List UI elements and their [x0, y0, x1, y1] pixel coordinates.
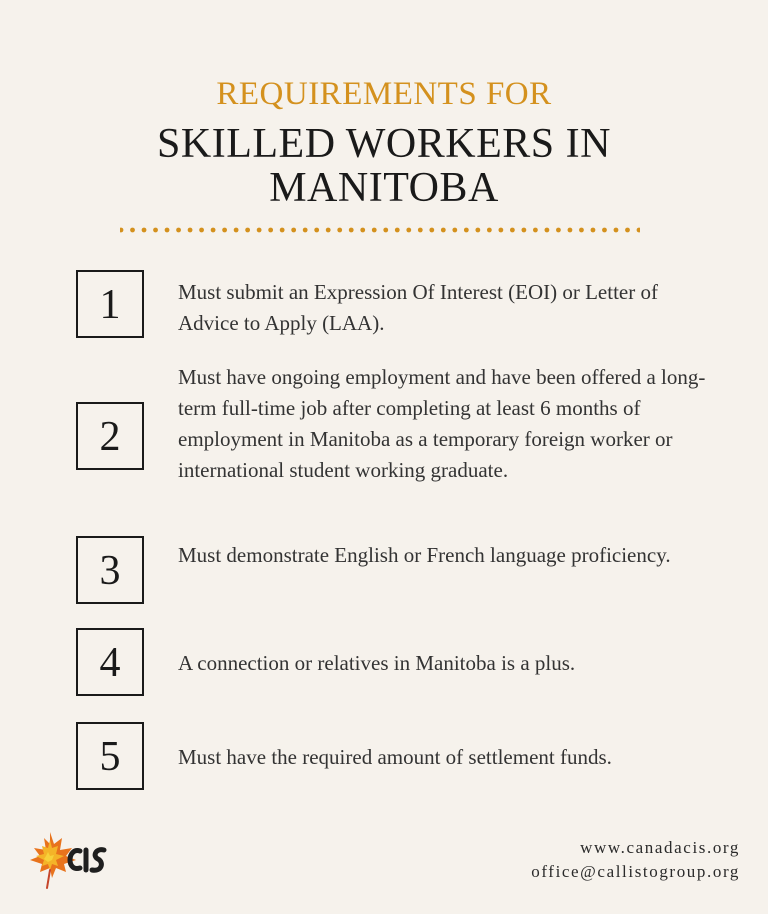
divider-dot: [568, 228, 573, 233]
divider-dot: [429, 228, 434, 233]
divider-dot: [533, 228, 538, 233]
number-box-1: 1: [76, 270, 144, 338]
number-box-4: 4: [76, 628, 144, 696]
divider-dot: [280, 228, 285, 233]
divider-dot: [418, 228, 423, 233]
requirement-text-2: Must have ongoing employment and have been offered a long-term full-time job after completing at least 6 months of employment in Manitoba as a temporary foreign worker or international student working graduate.: [178, 365, 706, 482]
divider-dot: [521, 228, 526, 233]
number-box-5: 5: [76, 722, 144, 790]
divider-dot: [142, 228, 147, 233]
contact-info: [531, 836, 740, 884]
divider-dot: [314, 228, 319, 233]
subtitle: REQUIREMENTS FOR: [216, 76, 552, 112]
divider-dot: [337, 228, 342, 233]
divider-dot: [211, 228, 216, 233]
divider-dot: [257, 228, 262, 233]
requirement-text-1: Must submit an Expression Of Interest (EOI) or Letter of Advice to Apply (LAA).: [178, 280, 658, 335]
number-box-2: 2: [76, 402, 144, 470]
cis-logo: [24, 826, 124, 892]
number-box-3: 3: [76, 536, 144, 604]
requirement-text-3: Must demonstrate English or French language proficiency.: [178, 543, 671, 567]
divider-dot: [545, 228, 550, 233]
divider-dot: [475, 228, 480, 233]
divider-dot: [222, 228, 227, 233]
divider-dot: [165, 228, 170, 233]
website-link[interactable]: www.canadacis.org: [580, 838, 740, 857]
divider-dot: [579, 228, 584, 233]
divider-dot: [291, 228, 296, 233]
divider-dot: [245, 228, 250, 233]
divider-dot: [176, 228, 181, 233]
divider-dot: [349, 228, 354, 233]
divider-dot: [498, 228, 503, 233]
divider-dot: [395, 228, 400, 233]
divider-dot: [303, 228, 308, 233]
divider-dot: [452, 228, 457, 233]
requirement-text-4: A connection or relatives in Manitoba is a plus.: [178, 651, 576, 675]
divider-dot: [556, 228, 561, 233]
divider-dot: [487, 228, 492, 233]
divider-dot: [602, 228, 607, 233]
divider-dot: [153, 228, 158, 233]
divider-dot: [406, 228, 411, 233]
divider-dot: [614, 228, 619, 233]
divider-dot: [510, 228, 515, 233]
title-line-1: SKILLED WORKERS IN: [157, 121, 611, 167]
divider-dot: [637, 228, 640, 233]
divider-dot: [441, 228, 446, 233]
divider-dot: [130, 228, 135, 233]
divider-dot: [199, 228, 204, 233]
divider-dot: [625, 228, 630, 233]
email-link[interactable]: office@callistogroup.org: [531, 862, 740, 881]
divider-dot: [372, 228, 377, 233]
divider-dot: [591, 228, 596, 233]
page-title: [0, 122, 768, 210]
divider-dot: [234, 228, 239, 233]
divider-dot: [188, 228, 193, 233]
title-line-2: MANITOBA: [269, 165, 499, 211]
divider-dot: [326, 228, 331, 233]
divider-dot: [120, 228, 123, 233]
requirement-text-5: Must have the required amount of settlement funds.: [178, 745, 612, 769]
dotted-divider: [120, 226, 640, 234]
divider-dot: [464, 228, 469, 233]
divider-dot: [360, 228, 365, 233]
divider-dot: [268, 228, 273, 233]
divider-dot: [383, 228, 388, 233]
